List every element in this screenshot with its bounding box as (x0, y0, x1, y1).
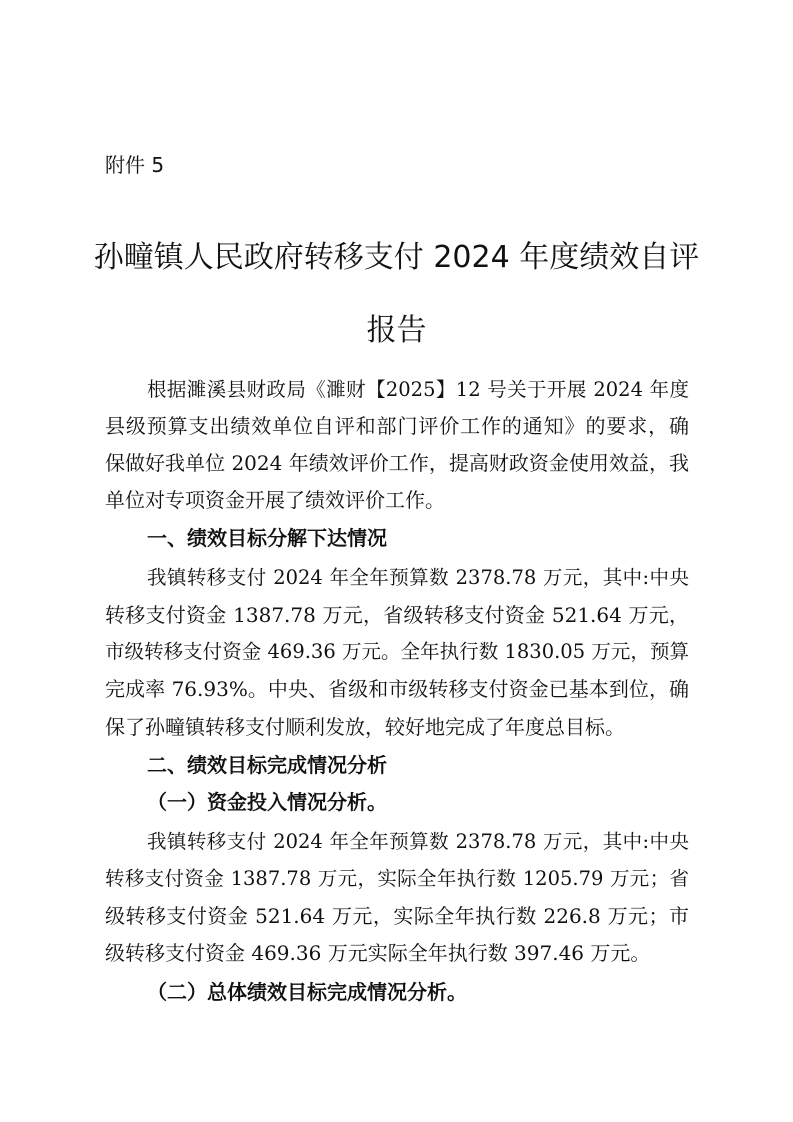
section-1-line-2: 转移支付资金 1387.78 万元，省级转移支付资金 521.64 万元， (105, 603, 689, 627)
section-2-sub-1-line-2: 转移支付资金 1387.78 万元，实际全年执行数 1205.79 万元；省 (105, 867, 689, 890)
intro-line-3: 保做好我单位 2024 年绩效评价工作，提高财政资金使用效益，我 (105, 451, 689, 475)
intro-line-2: 县级预算支出绩效单位自评和部门评价工作的通知》的要求，确 (105, 414, 689, 438)
section-2-sub-1-line-4: 级转移支付资金 469.36 万元实际全年执行数 397.46 万元。 (105, 941, 651, 965)
section-1-heading: 一、绩效目标分解下达情况 (147, 526, 387, 550)
section-1-line-5: 保了孙疃镇转移支付顺利发放，较好地完成了年度总目标。 (105, 715, 625, 739)
report-title-line-1: 孙疃镇人民政府转移支付 2024 年度绩效自评 (93, 240, 700, 275)
attachment-label: 附件 5 (105, 153, 165, 177)
section-1-line-4: 完成率 76.93%。中央、省级和市级转移支付资金已基本到位，确 (105, 677, 689, 701)
section-2-sub-1-heading: （一）资金投入情况分析。 (147, 790, 387, 814)
report-title-line-2: 报告 (366, 313, 427, 348)
section-1-line-1: 我镇转移支付 2024 年全年预算数 2378.78 万元，其中:中央 (147, 566, 689, 589)
section-2-sub-1-line-3: 级转移支付资金 521.64 万元，实际全年执行数 226.8 万元；市 (105, 904, 689, 928)
intro-line-4: 单位对专项资金开展了绩效评价工作。 (105, 488, 445, 512)
intro-line-1: 根据濉溪县财政局《濉财【2025】12 号关于开展 2024 年度 (147, 378, 689, 401)
section-2-sub-1-line-1: 我镇转移支付 2024 年全年预算数 2378.78 万元，其中:中央 (147, 830, 689, 853)
section-2-sub-2-heading: （二）总体绩效目标完成情况分析。 (147, 980, 467, 1004)
section-1-line-3: 市级转移支付资金 469.36 万元。全年执行数 1830.05 万元，预算 (105, 640, 689, 663)
section-2-heading: 二、绩效目标完成情况分析 (147, 753, 387, 777)
